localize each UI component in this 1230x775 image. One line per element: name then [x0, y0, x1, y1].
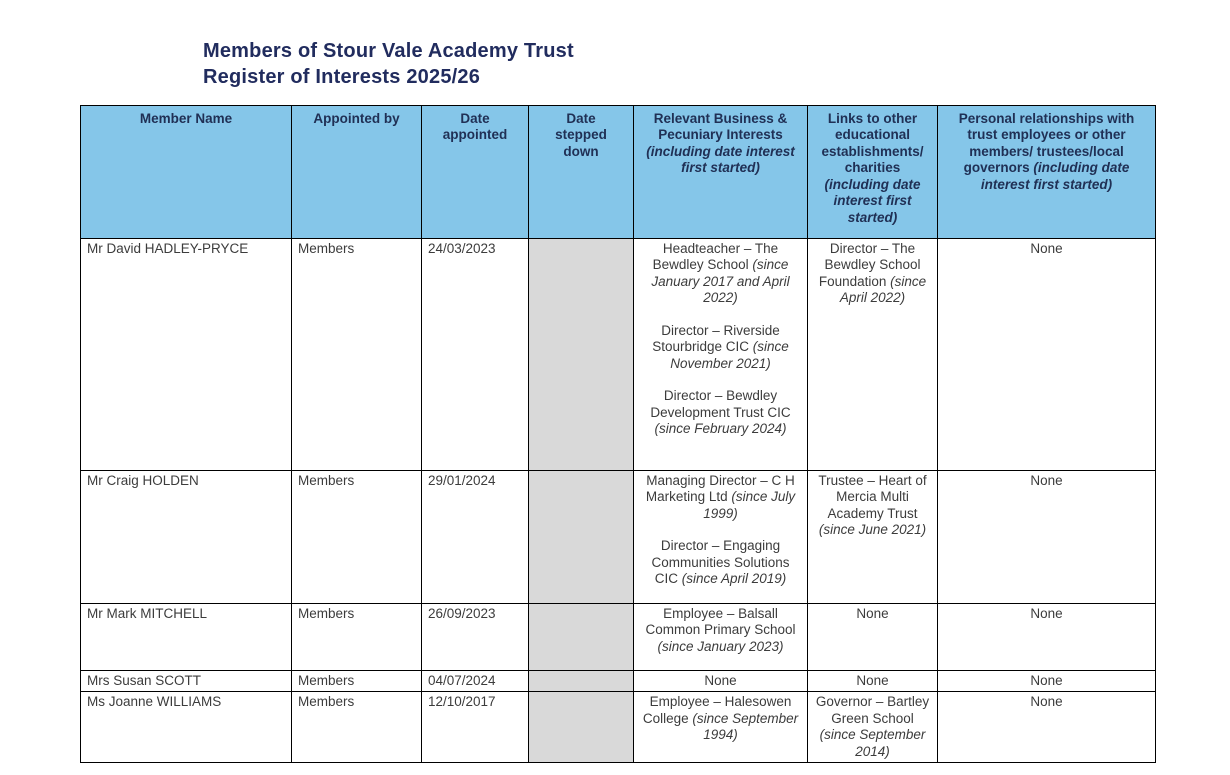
text-segment: None — [1030, 694, 1063, 710]
cell-paragraph — [942, 694, 1151, 710]
text-segment: 29/01/2024 — [428, 473, 496, 488]
cell-member-name — [81, 471, 292, 604]
text-segment-italic: (since November 2021) — [670, 339, 789, 371]
text-segment: Headteacher – The Bewdley School — [652, 241, 779, 273]
text-segment-italic: (since September 1994) — [692, 710, 799, 743]
cell-date-stepped-down — [529, 471, 634, 604]
column-header-label — [85, 111, 287, 127]
cell-personal-relationships — [938, 671, 1156, 692]
column-header-label — [550, 111, 612, 160]
cell-paragraph — [298, 694, 417, 710]
column-header-date-stepped-down — [529, 106, 634, 239]
cell-paragraph — [812, 473, 933, 539]
column-header-member-name — [81, 106, 292, 239]
cell-links-educational — [808, 471, 938, 604]
text-segment: Mrs Susan SCOTT — [87, 673, 202, 688]
cell-date-stepped-down — [529, 604, 634, 671]
cell-date-stepped-down — [529, 239, 634, 471]
text-segment: Members — [298, 473, 355, 488]
text-segment-italic: (since July 1999) — [703, 489, 796, 521]
text-segment-italic: (since September 2014) — [819, 727, 926, 759]
member-row — [81, 671, 1156, 692]
text-segment: Members — [298, 673, 355, 688]
cell-personal-relationships — [938, 692, 1156, 763]
text-segment: Director – Engaging Communities Solutions CIC — [651, 538, 790, 587]
cell-date-appointed — [422, 671, 529, 692]
text-segment: None — [1030, 241, 1063, 256]
cell-paragraph — [298, 606, 417, 622]
column-header-links-educational — [808, 106, 938, 239]
text-segment: Employee – Halesowen College — [642, 694, 792, 726]
text-segment: Members — [298, 241, 355, 256]
cell-business-interests — [634, 692, 808, 763]
table-header — [81, 106, 1156, 239]
text-segment: Ms Joanne WILLIAMS — [87, 694, 222, 710]
cell-appointed-by — [292, 671, 422, 692]
text-segment: Employee – Balsall Common Primary School — [645, 606, 796, 638]
register-table — [80, 105, 1156, 763]
text-segment: 12/10/2017 — [428, 694, 496, 710]
cell-paragraph — [298, 473, 417, 489]
register-table-container — [80, 105, 1156, 763]
cell-paragraph — [942, 473, 1151, 489]
text-segment: Members — [298, 606, 355, 621]
cell-paragraph — [87, 673, 287, 689]
text-segment: Mr David HADLEY-PRYCE — [87, 241, 249, 256]
text-segment: None — [1030, 473, 1063, 488]
cell-paragraph — [298, 241, 417, 257]
cell-appointed-by — [292, 604, 422, 671]
text-segment: Relevant Business & Pecuniary Interests — [653, 111, 788, 143]
cell-links-educational — [808, 239, 938, 471]
cell-business-interests — [634, 471, 808, 604]
document-title-line2: Register of Interests 2025/26 — [203, 66, 481, 89]
cell-paragraph — [942, 673, 1151, 689]
cell-links-educational — [808, 692, 938, 763]
cell-paragraph — [812, 673, 933, 689]
cell-paragraph — [428, 473, 524, 489]
cell-appointed-by — [292, 471, 422, 604]
text-segment-italic: (since June 2021) — [818, 522, 927, 538]
cell-paragraph — [812, 241, 933, 307]
cell-paragraph — [638, 606, 803, 655]
text-segment: 04/07/2024 — [428, 673, 496, 688]
member-row — [81, 692, 1156, 763]
cell-personal-relationships — [938, 239, 1156, 471]
text-segment: Director – Bewdley Development Trust CIC — [650, 388, 791, 420]
cell-paragraph — [638, 538, 803, 587]
cell-paragraph — [638, 323, 803, 372]
column-header-label — [942, 111, 1151, 193]
cell-paragraph — [428, 606, 524, 622]
cell-paragraph — [638, 388, 803, 437]
cell-paragraph — [428, 673, 524, 689]
cell-paragraph — [942, 606, 1151, 622]
text-segment-italic: (since January 2023) — [657, 638, 784, 654]
cell-appointed-by — [292, 239, 422, 471]
text-segment: 26/09/2023 — [428, 606, 496, 621]
member-row — [81, 471, 1156, 604]
cell-links-educational — [808, 671, 938, 692]
member-row — [81, 239, 1156, 471]
text-segment: None — [704, 673, 737, 688]
cell-paragraph — [638, 241, 803, 307]
text-segment-italic: (including date interest first started) — [980, 160, 1130, 192]
text-segment: Managing Director – C H Marketing Ltd — [645, 473, 795, 505]
column-header-label — [638, 111, 803, 177]
text-segment: Director – The Bewdley School Foundation — [818, 241, 921, 289]
text-segment-italic: (since January 2017 and April 2022) — [651, 257, 790, 306]
text-segment: Mr Craig HOLDEN — [87, 473, 199, 488]
cell-member-name — [81, 671, 292, 692]
cell-paragraph — [812, 694, 933, 760]
column-header-label — [439, 111, 511, 144]
cell-paragraph — [298, 673, 417, 689]
cell-date-stepped-down — [529, 692, 634, 763]
cell-paragraph — [638, 673, 803, 689]
column-header-label — [296, 111, 417, 127]
cell-member-name — [81, 692, 292, 763]
cell-paragraph — [812, 606, 933, 622]
cell-business-interests — [634, 604, 808, 671]
text-segment: Mr Mark MITCHELL — [87, 606, 208, 621]
cell-paragraph — [428, 241, 524, 257]
text-segment: Links to other educational establishments/ charities — [821, 111, 924, 176]
column-header-business-interests — [634, 106, 808, 239]
text-segment: 24/03/2023 — [428, 241, 496, 256]
text-segment: Appointed by — [313, 111, 400, 126]
cell-date-stepped-down — [529, 671, 634, 692]
text-segment-italic: (since April 2019) — [681, 571, 787, 587]
table-body — [81, 239, 1156, 763]
column-header-personal-relationships — [938, 106, 1156, 239]
cell-paragraph — [428, 694, 524, 710]
text-segment: None — [1030, 673, 1063, 688]
cell-date-appointed — [422, 604, 529, 671]
member-row — [81, 604, 1156, 671]
cell-paragraph — [87, 473, 287, 489]
text-segment: Member Name — [139, 111, 233, 126]
cell-links-educational — [808, 604, 938, 671]
text-segment-italic: (since April 2022) — [839, 273, 927, 306]
header-row — [81, 106, 1156, 239]
text-segment: Members — [298, 694, 355, 710]
cell-paragraph — [638, 473, 803, 522]
text-segment-italic: (including date interest first started) — [646, 143, 795, 176]
text-segment: Governor – Bartley Green School — [815, 694, 930, 726]
cell-date-appointed — [422, 471, 529, 604]
text-segment: Date appointed — [442, 111, 508, 143]
cell-date-appointed — [422, 692, 529, 763]
cell-paragraph — [942, 241, 1151, 257]
cell-member-name — [81, 239, 292, 471]
cell-date-appointed — [422, 239, 529, 471]
text-segment-italic: (including date interest first started) — [824, 176, 921, 225]
text-segment: Personal relationships with trust employees or other members/ trustees/local governors — [958, 111, 1135, 176]
cell-appointed-by — [292, 692, 422, 763]
document-title-line1: Members of Stour Vale Academy Trust — [203, 40, 574, 62]
cell-paragraph — [87, 694, 287, 710]
column-header-label — [812, 111, 933, 226]
column-header-date-appointed — [422, 106, 529, 239]
cell-paragraph — [87, 606, 287, 622]
text-segment: None — [1030, 606, 1063, 621]
cell-member-name — [81, 604, 292, 671]
cell-paragraph — [638, 694, 803, 743]
text-segment-italic: (since February 2024) — [654, 421, 787, 437]
text-segment: Trustee – Heart of Mercia Multi Academy Trust — [818, 473, 927, 521]
cell-personal-relationships — [938, 604, 1156, 671]
cell-business-interests — [634, 239, 808, 471]
column-header-appointed-by — [292, 106, 422, 239]
page-title — [203, 38, 574, 91]
text-segment: None — [856, 673, 889, 688]
text-segment: Date stepped down — [555, 111, 607, 159]
cell-paragraph — [87, 241, 287, 257]
text-segment: Director – Riverside Stourbridge CIC — [652, 322, 780, 355]
text-segment: None — [856, 606, 889, 621]
cell-personal-relationships — [938, 471, 1156, 604]
cell-business-interests — [634, 671, 808, 692]
